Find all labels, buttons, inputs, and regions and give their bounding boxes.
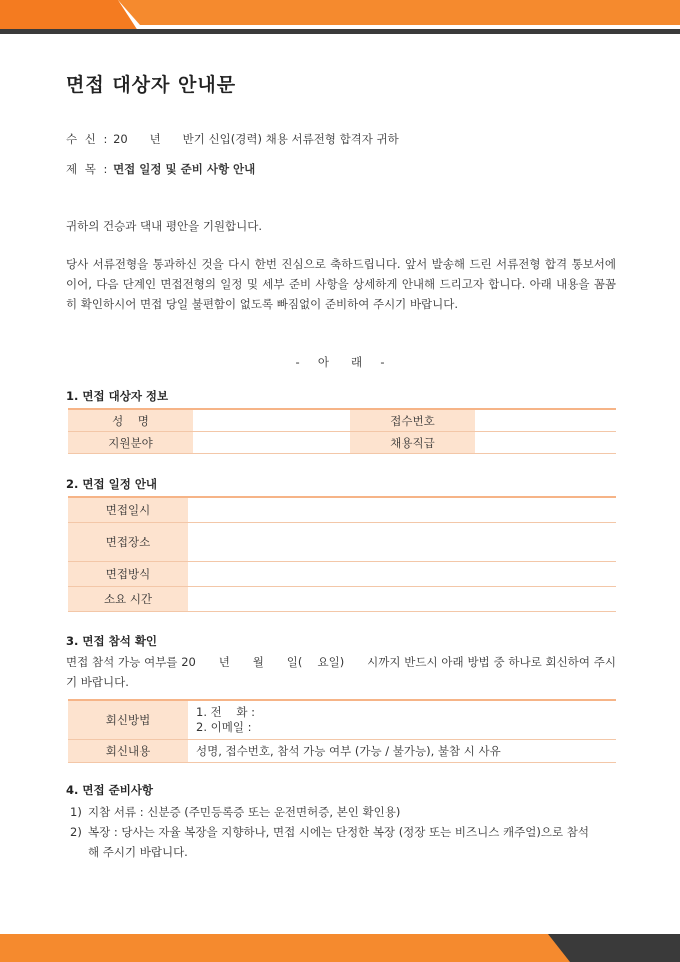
- reply-method-label: 회신방법: [68, 700, 188, 740]
- table-row: [68, 432, 616, 454]
- section2-title: 2. 면접 일정 안내: [66, 477, 158, 491]
- application-number-label: 접수번호: [350, 409, 475, 432]
- datetime-label: 면접일시: [68, 497, 188, 523]
- list-item-continuation: 해 주시기 바랍니다.: [88, 845, 188, 859]
- section3-title: 3. 면접 참석 확인: [66, 634, 158, 648]
- subject-line: [66, 161, 255, 177]
- table-row: [68, 409, 616, 432]
- greeting: 귀하의 건승과 댁내 평안을 기원합니다.: [66, 219, 263, 233]
- name-value[interactable]: [193, 409, 350, 432]
- recipient-label: 수 신 :: [66, 132, 110, 146]
- reply-phone[interactable]: 1. 전 화 :: [196, 705, 255, 719]
- table-row: [68, 497, 616, 523]
- reply-content-label: 회신내용: [68, 740, 188, 763]
- name-label: 성 명: [68, 409, 193, 432]
- duration-value[interactable]: [188, 587, 616, 612]
- field-value[interactable]: [193, 432, 350, 454]
- subject-value: 면접 일정 및 준비 사항 안내: [113, 162, 256, 176]
- list-item-text: 지참 서류 : 신분증 (주민등록증 또는 운전면허증, 본인 확인용): [88, 805, 401, 819]
- reply-table: [68, 699, 616, 763]
- application-number-value[interactable]: [475, 409, 616, 432]
- reply-content-value: 성명, 접수번호, 참석 가능 여부 (가능 / 불가능), 불참 시 사유: [188, 740, 616, 763]
- location-label: 면접장소: [68, 523, 188, 562]
- location-value[interactable]: [188, 523, 616, 562]
- table-row: [68, 740, 616, 763]
- list-item: [70, 822, 616, 862]
- datetime-value[interactable]: [188, 497, 616, 523]
- header-decoration: [0, 0, 680, 34]
- table-row: [68, 562, 616, 587]
- reply-email[interactable]: 2. 이메일 :: [196, 720, 252, 734]
- table-row: [68, 523, 616, 562]
- attendance-instructions: 면접 참석 가능 여부를 20 년 월 일( 요일) 시까지 반드시 아래 방법 중 하나로 회신하여 주시기 바랍니다.: [66, 655, 616, 689]
- body-paragraph: 당사 서류전형을 통과하신 것을 다시 한번 진심으로 축하드립니다. 앞서 발송해 드린 서류전형 합격 통보서에 이어, 다음 단계인 면접전형의 일정 및 세부 준비 사항을 상세하게 안내해 드리고자 합니다. 아래 내용을 꼼꼼히 확인하시어 면접 당일 불편함이 없도록 빠짐없이 준비하여 주시기 바랍니다.: [66, 257, 616, 311]
- applicant-info-table: [68, 408, 616, 454]
- field-label: 지원분야: [68, 432, 193, 454]
- schedule-table: [68, 496, 616, 612]
- duration-label: 소요 시간: [68, 587, 188, 612]
- format-value[interactable]: [188, 562, 616, 587]
- below-marker: - 아 래 -: [295, 355, 385, 369]
- page-title: 면접 대상자 안내문: [66, 74, 237, 96]
- table-row: [68, 587, 616, 612]
- position-label: 채용직급: [350, 432, 475, 454]
- list-item-number: 2): [70, 825, 82, 839]
- list-item: [70, 802, 616, 822]
- recipient-line: [66, 131, 399, 147]
- list-item-text: 복장 : 당사는 자율 복장을 지향하나, 면접 시에는 단정한 복장 (정장 또는 비즈니스 캐주얼)으로 참석: [88, 825, 589, 839]
- table-row: [68, 700, 616, 740]
- footer-decoration: [0, 934, 680, 962]
- subject-label: 제 목 :: [66, 162, 110, 176]
- list-item-number: 1): [70, 805, 82, 819]
- section1-title: 1. 면접 대상자 정보: [66, 389, 169, 403]
- recipient-value: 20 년 반기 신입(경력) 채용 서류전형 합격자 귀하: [113, 132, 399, 146]
- section4-title: 4. 면접 준비사항: [66, 783, 154, 797]
- position-value[interactable]: [475, 432, 616, 454]
- reply-method-value: [188, 700, 616, 740]
- format-label: 면접방식: [68, 562, 188, 587]
